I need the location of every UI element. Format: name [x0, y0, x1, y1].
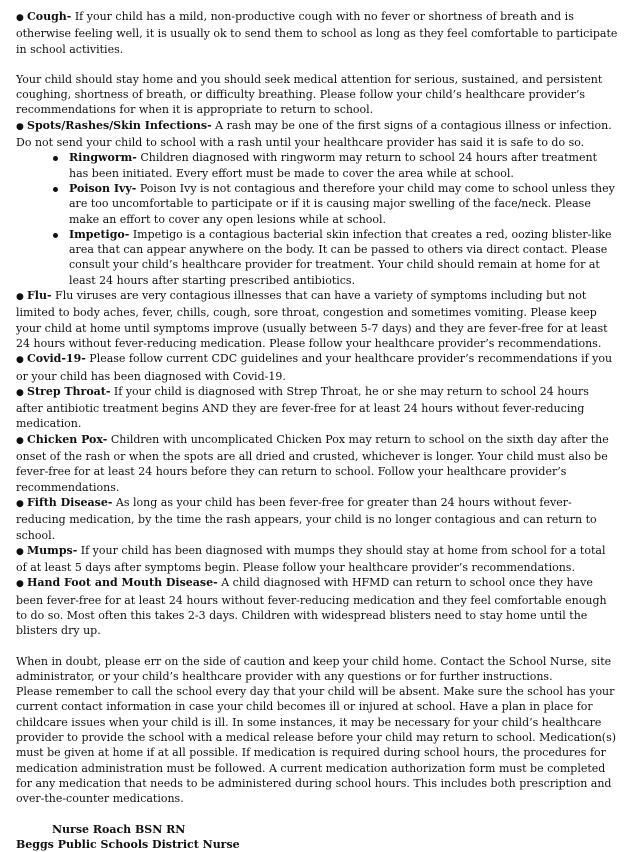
strep-title: ● Strep Throat-: [16, 385, 110, 398]
ringworm-text: Children diagnosed with ringworm may return to school 24 hours after treatment has been initiated. Every effort must be made to cover the area while at school.: [69, 151, 597, 180]
cough-text: If your child has a mild, non-productive cough with no fever or shortness of breath and is otherwise feeling well, it is usually ok to send them to school as long as they feel comfortable to participate in school activities.: [16, 10, 618, 56]
fifth-disease-title: ● Fifth Disease-: [16, 496, 112, 509]
flu-text: Flu viruses are very contagious illnesses that can have a variety of symptoms including but not limited to body aches, fever, chills, cough, sore throat, congestion and sometimes vomiting. Please keep your child at home until symptoms improve (usually between 5-7 days) and they are fever-free for at least 24 hours without fever-reducing medication. Please follow your healthcare provider’s recommendations.: [16, 289, 608, 350]
chicken-pox-section: [16, 432, 619, 495]
list-item: [53, 150, 619, 181]
closing-paragraph-1: When in doubt, please err on the side of caution and keep your child home. Contact the School Nurse, site administrator, or your child’s healthcare provider with any questions or for further instructions.: [16, 654, 612, 683]
covid-title: ● Covid-19-: [16, 352, 86, 365]
skin-text: A rash may be one of the first signs of a contagious illness or infection. Do not send your child to school with a rash until your healthcare provider has said it is safe to do so.: [16, 118, 612, 150]
signature-title: Beggs Public Schools District Nurse: [16, 837, 240, 851]
covid-text: Please follow current CDC guidelines and your healthcare provider’s recommendations if you or your child has been diagnosed with Covid-19.: [16, 352, 613, 383]
skin-sub-list: [16, 150, 619, 288]
list-item: [53, 227, 619, 288]
cough-title: ● Cough-: [16, 10, 71, 23]
fifth-disease-text: As long as your child has been fever-free for greater than 24 hours without fever-reducing medication, by the time the rash appears, your child is no longer contagious and can return to school.: [16, 495, 597, 542]
flu-section: [16, 288, 619, 351]
mumps-title: ● Mumps-: [16, 544, 77, 557]
cough-followup: Your child should stay home and you should seek medical attention for serious, sustained, and persistent coughing, shortness of breath, or difficulty breathing. Please follow your child’s healthcare provider’s recommendations for when it is appropriate to return to school.: [16, 72, 603, 117]
mumps-section: [16, 543, 619, 576]
hfmd-title: ● Hand Foot and Mouth Disease-: [16, 576, 218, 589]
hfmd-section: [16, 575, 619, 638]
chicken-pox-title: ● Chicken Pox-: [16, 433, 107, 446]
poison-ivy-title: Poison Ivy-: [69, 181, 137, 195]
closing-paragraph-2: Please remember to call the school every day that your child will be absent. Make sure the school has your current contact information in case your child becomes ill or injured at school. Have a plan in place for childcare issues when your child is ill. In some instances, it may be necessary for your child’s healthcare provider to provide the school with a medical release before your child may return to school. Medication(s) must be given at home if at all possible. If medication is required during school hours, the procedures for medication administration must be followed. A current medication authorization form must be completed for any medication that needs to be administered during school hours. This includes both prescription and over-the-counter medications.: [16, 685, 617, 806]
strep-text: If your child is diagnosed with Strep Throat, he or she may return to school 24 hours after antibiotic treatment begins AND they are fever-free for at least 24 hours without fever-reducing medication.: [16, 384, 589, 431]
strep-section: [16, 384, 619, 432]
hfmd-text: A child diagnosed with HFMD can return to school once they have been fever-free for at least 24 hours without fever-reducing medication and they feel comfortable enough to do so. Most often this takes 2-3 days. Children with widespread blisters need to stay home until the blisters dry up.: [16, 576, 607, 638]
skin-title: ● Spots/Rashes/Skin Infections-: [16, 119, 212, 132]
cough-section: [16, 9, 619, 57]
flu-title: ● Flu-: [16, 289, 52, 302]
covid-section: [16, 351, 619, 384]
list-item: [53, 181, 619, 227]
mumps-text: If your child has been diagnosed with mumps they should stay at home from school for a total of at least 5 days after symptoms begin. Please follow your healthcare provider’s recommendations.: [16, 543, 606, 575]
skin-section: [16, 118, 619, 151]
signature-name: Nurse Roach BSN RN: [52, 822, 186, 836]
chicken-pox-text: Children with uncomplicated Chicken Pox may return to school on the sixth day after the onset of the rash or when the spots are all dried and crusted, whichever is longer. Your child must also be fever-free for at least 24 hours before they can return to school. Follow your healthcare provider’s recommendations.: [16, 432, 609, 494]
fifth-disease-section: [16, 495, 619, 543]
poison-ivy-text: Poison Ivy is not contagious and therefore your child may come to school unless they are too uncomfortable to participate or if it is causing major swelling of the face/neck. Please make an effort to cover any open lesions while at school.: [69, 181, 615, 226]
ringworm-title: Ringworm-: [69, 151, 137, 165]
impetigo-title: Impetigo-: [69, 227, 130, 241]
signature-block: [16, 822, 619, 852]
impetigo-text: Impetigo is a contagious bacterial skin infection that creates a red, oozing blister-like area that can appear anywhere on the body. It can be passed to others via direct contact. Please consult your child’s healthcare provider for treatment. Your child should remain at home for at least 24 hours after starting prescribed antibiotics.: [69, 227, 612, 287]
